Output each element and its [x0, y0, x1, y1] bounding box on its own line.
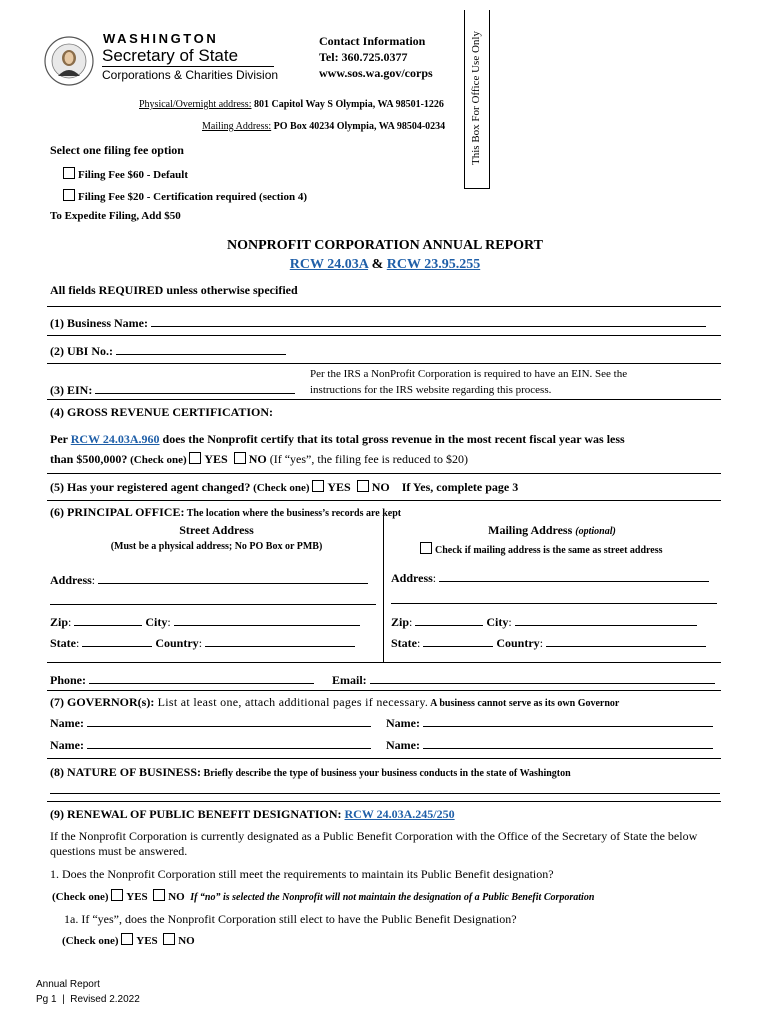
phone-row: Phone: [50, 672, 314, 688]
rcw-245-link[interactable]: RCW 24.03A.245/250 [344, 807, 455, 821]
renewal-q1a-no-checkbox[interactable] [163, 933, 175, 945]
business-name-field[interactable] [151, 314, 706, 327]
business-name-row: (1) Business Name: [50, 314, 706, 331]
street-city-field[interactable] [174, 614, 360, 626]
fee-20-checkbox[interactable] [63, 189, 75, 201]
renewal-q1a: 1a. If “yes”, does the Nonprofit Corporation still elect to have the Public Benefit Designation? [64, 912, 517, 926]
renewal-q1-no-checkbox[interactable] [153, 889, 165, 901]
governor-name-2-field[interactable] [423, 715, 713, 727]
agent-no-checkbox[interactable] [357, 480, 369, 492]
renewal-heading: (9) RENEWAL OF PUBLIC BENEFIT DESIGNATION: RCW 24.03A.245/250 [50, 807, 455, 821]
ein-field[interactable] [95, 381, 295, 394]
fee-option-60[interactable]: Filing Fee $60 - Default [63, 167, 188, 181]
gross-revenue-no-checkbox[interactable] [234, 452, 246, 464]
mailing-zip-field[interactable] [415, 614, 483, 626]
physical-address: Physical/Overnight address: 801 Capitol Way S Olympia, WA 98501-1226 [139, 99, 444, 110]
contact-tel: Tel: 360.725.0377 [319, 50, 408, 64]
agent-yes-checkbox[interactable] [312, 480, 324, 492]
street-address-row: Address: [50, 572, 368, 588]
mailing-state-country-row: State: Country: [391, 635, 706, 651]
gross-revenue-answer: than $500,000? (Check one) YES NO (If “yes”, the filing fee is reduced to $20) [50, 452, 468, 466]
mailing-same-checkbox[interactable] [420, 542, 432, 554]
contact-title: Contact Information [319, 34, 426, 48]
renewal-q1-answer: (Check one) YES NO If “no” is selected the Nonprofit will not maintain the designation of a Public Benefit Corporation [52, 891, 595, 903]
ubi-row: (2) UBI No.: [50, 342, 286, 359]
governor-name-3: Name: [50, 737, 371, 753]
renewal-q1: 1. Does the Nonprofit Corporation still meet the requirements to maintain its Public Benefit designation? [50, 867, 554, 881]
governor-name-1: Name: [50, 715, 371, 731]
rcw-link-2[interactable]: RCW 23.95.255 [386, 257, 481, 272]
governor-name-3-field[interactable] [87, 737, 371, 749]
nature-heading: (8) NATURE OF BUSINESS: Briefly describe the type of business your business conducts in the state of Washington [50, 765, 571, 779]
rcw-references: RCW 24.03A & RCW 23.95.255 [289, 257, 481, 272]
agent-changed-row: (5) Has your registered agent changed? (Check one) YES NO If Yes, complete page 3 [50, 480, 519, 494]
gross-revenue-question: Per RCW 24.03A.960 does the Nonprofit certify that its total gross revenue in the most recent fiscal year was less [50, 432, 625, 446]
email-field[interactable] [370, 672, 715, 684]
nature-field[interactable] [50, 783, 720, 794]
governor-name-1-field[interactable] [87, 715, 371, 727]
rcw-960-link[interactable]: RCW 24.03A.960 [70, 432, 160, 446]
street-state-field[interactable] [82, 635, 152, 647]
phone-field[interactable] [89, 672, 314, 684]
street-address-field[interactable] [98, 572, 368, 584]
required-note: All fields REQUIRED unless otherwise specified [50, 283, 298, 297]
governor-name-4: Name: [386, 737, 713, 753]
renewal-q1-yes-checkbox[interactable] [111, 889, 123, 901]
street-address-sub: (Must be a physical address; No PO Box or PMB) [110, 541, 323, 552]
state-seal [44, 36, 94, 86]
mailing-address-field[interactable] [439, 570, 709, 582]
fee-60-checkbox[interactable] [63, 167, 75, 179]
org-division: Corporations & Charities Division [102, 68, 279, 82]
expedite-note: To Expedite Filing, Add $50 [50, 210, 181, 222]
street-country-field[interactable] [205, 635, 355, 647]
rcw-link-1[interactable]: RCW 24.03A [289, 257, 369, 272]
governor-name-2: Name: [386, 715, 713, 731]
street-address-line2[interactable] [50, 594, 376, 605]
mailing-zip-city-row: Zip: City: [391, 614, 697, 630]
renewal-q1a-yes-checkbox[interactable] [121, 933, 133, 945]
mailing-address-row: Address: [391, 570, 709, 586]
org-name: Secretary of State [102, 46, 239, 65]
mailing-state-field[interactable] [423, 635, 493, 647]
footer-page: Pg 1 | Revised 2.2022 [36, 994, 140, 1005]
street-zip-city-row: Zip: City: [50, 614, 360, 630]
form-title: NONPROFIT CORPORATION ANNUAL REPORT [227, 238, 543, 253]
ein-row: (3) EIN: [50, 381, 295, 398]
footer-title: Annual Report [36, 979, 100, 990]
mailing-same-check[interactable]: Check if mailing address is the same as street address [420, 542, 663, 556]
org-top: WASHINGTON [103, 31, 219, 46]
gross-revenue-heading: (4) GROSS REVENUE CERTIFICATION: [50, 405, 274, 419]
mailing-country-field[interactable] [546, 635, 706, 647]
street-state-country-row: State: Country: [50, 635, 355, 651]
street-address-title: Street Address [179, 523, 254, 537]
street-zip-field[interactable] [74, 614, 142, 626]
email-row: Email: [332, 672, 715, 688]
governor-name-4-field[interactable] [423, 737, 713, 749]
select-fee-label: Select one filing fee option [50, 143, 184, 157]
principal-office-heading: (6) PRINCIPAL OFFICE: The location where the business’s records are kept [50, 505, 402, 519]
ubi-field[interactable] [116, 342, 286, 355]
contact-web: www.sos.wa.gov/corps [319, 66, 433, 80]
gross-revenue-yes-checkbox[interactable] [189, 452, 201, 464]
mailing-address-title: Mailing Address (optional) [488, 523, 616, 537]
mailing-address: Mailing Address: PO Box 40234 Olympia, WA 98504-0234 [202, 121, 446, 132]
renewal-paragraph: If the Nonprofit Corporation is currently designated as a Public Benefit Corporation with the Office of the Secretary of State the below questions must be answered. [50, 829, 698, 858]
mailing-address-line2[interactable] [391, 593, 717, 604]
ein-note: Per the IRS a NonProfit Corporation is required to have an EIN. See the instructions for the IRS website regarding this process. [310, 368, 628, 396]
mailing-city-field[interactable] [515, 614, 697, 626]
renewal-q1a-answer: (Check one) YES NO [62, 935, 195, 947]
office-use-label: This Box For Office Use Only [470, 31, 482, 165]
governors-heading: (7) GOVERNOR(s): List at least one, attach additional pages if necessary. A business cannot serve as its own Governor [50, 695, 620, 709]
fee-option-20[interactable]: Filing Fee $20 - Certification required (section 4) [63, 189, 307, 203]
